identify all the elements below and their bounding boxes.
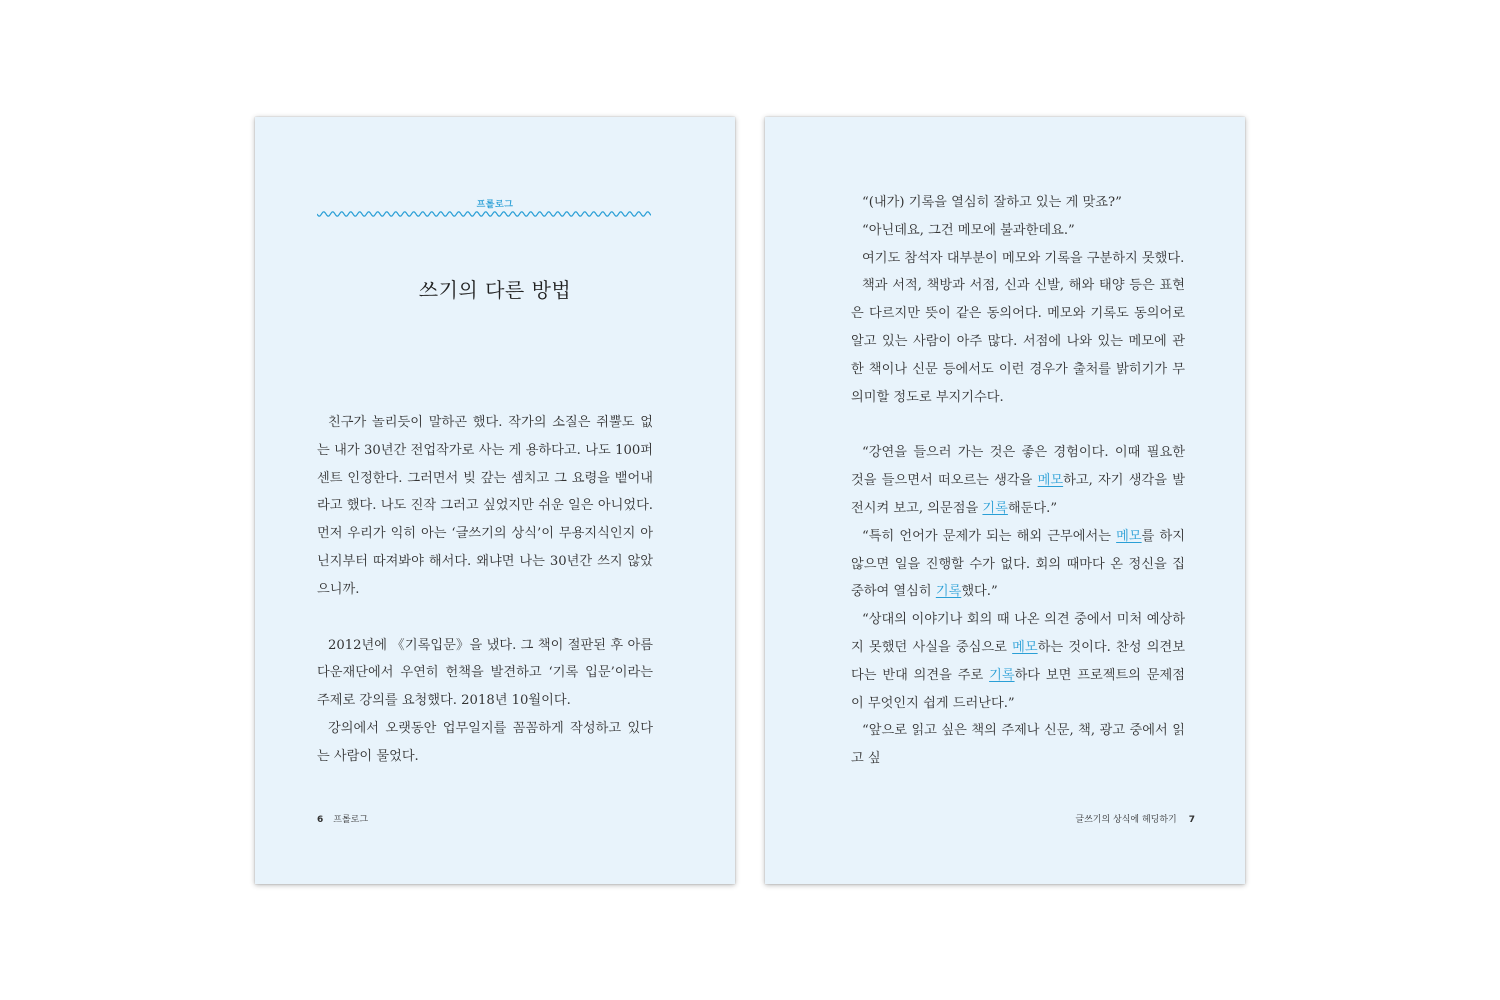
memo-link[interactable]: 메모 [1116,528,1142,544]
text-run: “특히 언어가 문제가 되는 해외 근무에서는 [862,528,1117,544]
paragraph: 여기도 참석자 대부분이 메모와 기록을 구분하지 못했다. [862,250,1185,266]
text-run: 하다 보면 프로젝트의 문제점이 무엇인지 쉽게 드러난다.” [851,667,1185,711]
left-body-text [317,409,653,771]
paragraph [851,523,1185,606]
memo-link[interactable]: 메모 [1037,473,1064,489]
page-number: 7 [1188,815,1195,825]
paragraph: 강의에서 오랫동안 업무일지를 꼼꼼하게 작성하고 있다는 사람이 물었다. [317,720,653,764]
chapter-title: 쓰기의 다른 방법 [418,278,572,302]
chapter-label: 프롤로그 [476,200,514,210]
left-footer [317,812,368,825]
paragraph: 책과 서적, 책방과 서점, 신과 신발, 해와 태양 등은 표현은 다르지만 뜻이 같은 동의어다. 메모와 기록도 동의어로 알고 있는 사람이 아주 많다. 서점에 나와 있는 메모에 관한 책이나 신문 등에서도 이런 경우가 출처를 밝히기가 무의미할 정도로 부지기수다. [851,278,1185,405]
right-page [765,117,1245,884]
record-link[interactable]: 기록 [989,667,1015,683]
text-run: 했다.” [961,584,998,600]
text-run: “상대의 이야기나 회의 때 나온 의견 중에서 미처 예상하지 못했던 사실을 중심으로 [851,612,1185,655]
record-link[interactable]: 기록 [982,500,1008,516]
text-run: 하는 것이다. 찬성 의견보다는 반대 의견을 주로 [851,639,1185,683]
text-run: 하고, 자기 생각을 발전시켜 보고, 의문점을 [851,473,1185,516]
running-head: 프롤로그 [333,815,369,825]
paragraph [851,606,1185,717]
text-run: 해둔다.” [1007,500,1058,516]
paragraph: 2012년에 《기록입문》을 냈다. 그 책이 절판된 후 아름다운재단에서 우연히 헌책을 발견하고 ‘기록 입문’이라는 주제로 강의를 요청했다. 2018년 10월이다. [317,637,653,709]
paragraph: “(내가) 기록을 열심히 잘하고 있는 게 맞죠?” [862,195,1122,210]
paragraph: “아닌데요, 그건 메모에 불과한데요.” [862,222,1075,238]
text-run: “강연을 들으러 가는 것은 좋은 경험이다. 이때 필요한 것을 들으면서 떠오르는 생각을 [851,445,1185,489]
paragraph [851,439,1185,522]
right-body-text [851,189,1185,773]
paragraph: “앞으로 읽고 싶은 책의 주제나 신문, 책, 광고 중에서 읽고 싶 [851,723,1185,767]
left-page [255,117,735,884]
wave-divider [317,210,651,218]
page-number: 6 [317,815,324,825]
text-run: 를 하지 않으면 일을 진행할 수가 없다. 회의 때마다 온 정신을 집중하여 열심히 [851,528,1185,600]
paragraph: 친구가 놀리듯이 말하곤 했다. 작가의 소질은 쥐뿔도 없는 내가 30년간 전업작가로 사는 게 용하다고. 나도 100퍼센트 인정한다. 그러면서 빚 갚는 셈치고 그 요령을 뱉어내라고 했다. 나도 진작 그러고 싶었지만 쉬운 일은 아니었다. 먼저 우리가 익히 아는 ‘글쓰기의 상식’이 무용지식인지 아닌지부터 따져봐야 해서다. 왜냐면 나는 30년간 쓰지 않았으니까. [317,415,653,597]
running-head: 글쓰기의 상식에 헤딩하기 [1075,815,1177,825]
record-link[interactable]: 기록 [935,584,962,600]
memo-link[interactable]: 메모 [1012,639,1038,655]
right-footer [1075,812,1195,825]
